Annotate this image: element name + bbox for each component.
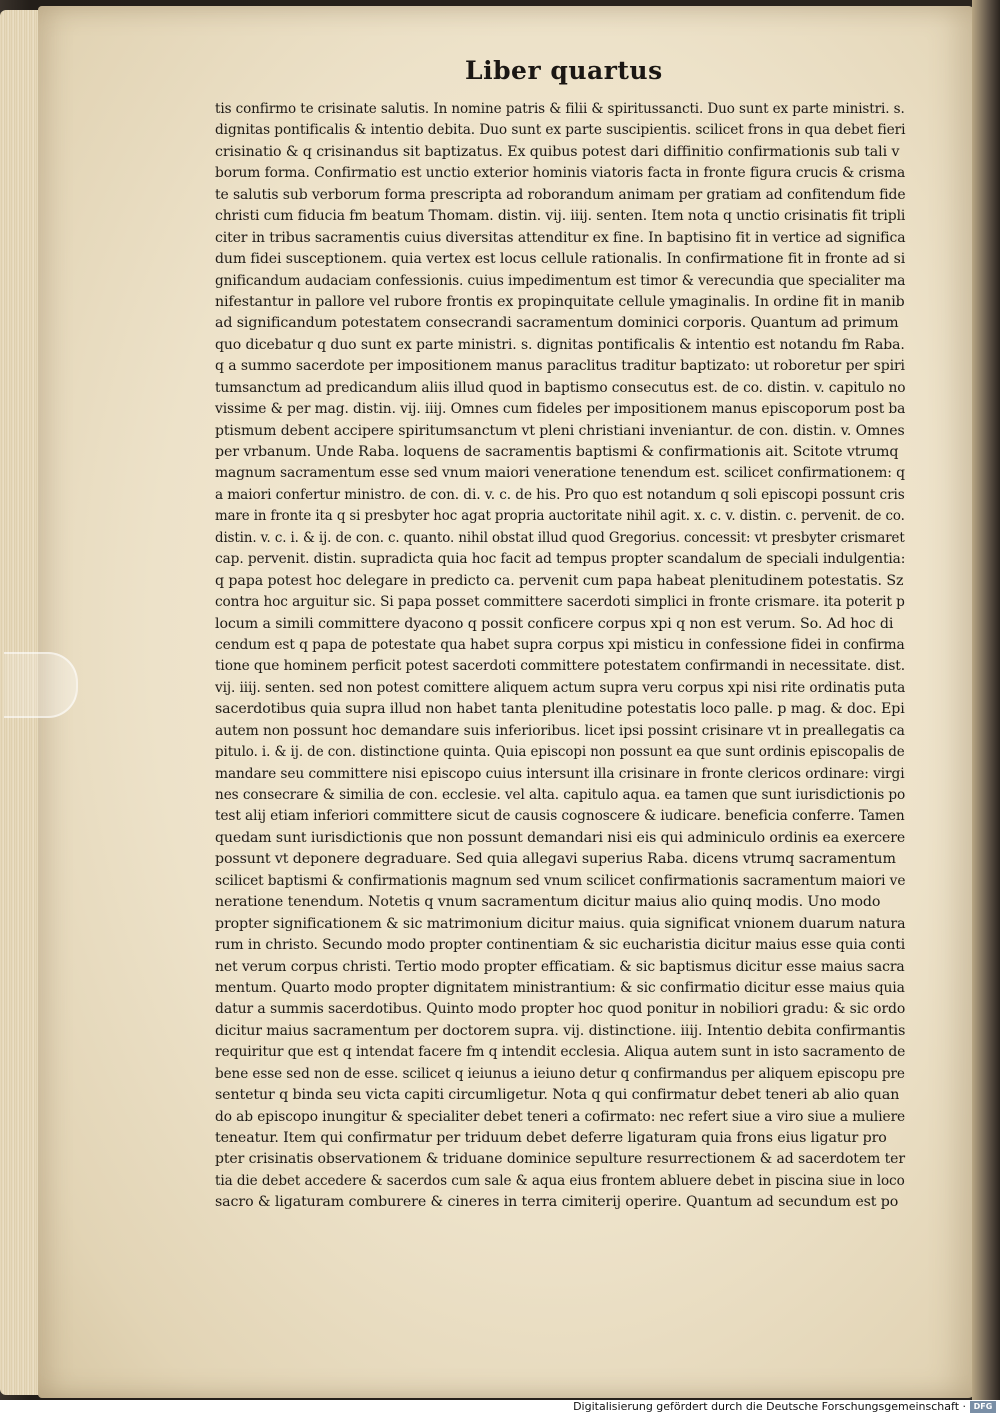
text-line: dignitas pontificalis & intentio debita. Duo sunt ex parte suscipientis. scilicet frons in qua debet fieri	[215, 122, 906, 139]
text-line: mandare seu committere nisi episcopo cuius intersunt illa crisinare in fronte clericos ordinare: virgi	[215, 765, 905, 782]
text-line: ad significandum potestatem consecrandi sacramentum dominici corporis. Quantum ad primum	[215, 315, 899, 332]
text-line: vij. iiij. senten. sed non potest comittere aliquem actum supra veru corpus xpi nisi rite ordinatis puta	[215, 679, 906, 696]
text-line: crisinatio & q crisinandus sit baptizatus. Ex quibus potest dari diffinitio confirmationis sub tali v	[215, 143, 900, 160]
text-line: tia die debet accedere & sacerdos cum sale & aqua eius frontem abluere debet in piscina siue in loco	[215, 1172, 905, 1189]
text-line: nes consecrare & similia de con. ecclesie. vel alta. capitulo aqua. ea tamen que sunt iurisdictionis po	[215, 787, 906, 803]
text-line: net verum corpus christi. Tertio modo propter efficatiam. & sic baptismus dicitur esse maius sacra	[215, 958, 905, 975]
text-line: requiritur que est q intendat facere fm q intendit ecclesia. Aliqua autem sunt in isto sacramento de	[215, 1044, 906, 1061]
footer-credit: Digitalisierung gefördert durch die Deutsche Forschungsgemeinschaft ·	[573, 1400, 966, 1413]
text-line: test alij etiam inferiori committere sicut de causis cognoscere & iudicare. beneficia conferre. Tamen	[215, 808, 905, 825]
running-head: Liber quartus	[465, 56, 663, 85]
text-line: cendum est q papa de potestate qua habet supra corpus xpi misticu in confessione fidei in confirma	[215, 636, 905, 653]
text-line: gnificandum audaciam confessionis. cuius impedimentum est timor & verecundia que specialiter ma	[215, 272, 906, 289]
text-line: rum in christo. Secundo modo propter continentiam & sic eucharistia dicitur maius esse quia conti	[215, 937, 906, 954]
text-line: nifestantur in pallore vel rubore frontis ex propinquitate cellule ymaginalis. In ordine fit in manib	[215, 293, 905, 310]
text-line: autem non possunt hoc demandare suis inferioribus. licet ipsi possint crisinare vt in preallegatis ca	[215, 722, 905, 739]
text-line: dum fidei susceptionem. quia vertex est locus cellule rationalis. In confirmatione fit in fronte ad si	[215, 251, 906, 268]
text-line: te salutis sub verborum forma prescripta ad roborandum animam per gratiam ad confitendum fide	[215, 186, 906, 203]
text-line: ptismum debent accipere spiritumsanctum vt pleni christiani inveniantur. de con. distin. v. Omnes	[215, 422, 905, 439]
text-line: quedam sunt iurisdictionis que non possunt demandari nisi eis qui adminiculo ordinis ea exercere	[215, 829, 906, 846]
text-line: mentum. Quarto modo propter dignitatem ministrantium: & sic confirmatio dicitur esse maius quia	[215, 979, 905, 996]
text-line: do ab episcopo inungitur & specialiter debet teneri a cofirmato: nec refert siue a viro siue a muliere	[215, 1108, 906, 1125]
text-line: contra hoc arguitur sic. Si papa posset committere sacerdoti simplici in fronte crismare. ita poterit p	[215, 594, 905, 611]
text-line: neratione tenendum. Notetis q vnum sacramentum dicitur maius alio quinq modis. Uno modo	[215, 894, 881, 911]
text-line: christi cum fiducia fm beatum Thomam. distin. vij. iiij. senten. Item nota q unctio crisinatis fit tripli	[215, 208, 906, 225]
text-line: q papa potest hoc delegare in predicto ca. pervenit cum papa habeat plenitudinem potestatis. Sz	[215, 572, 904, 589]
dfg-logo: DFG	[970, 1401, 996, 1413]
text-line: tis confirmo te crisinate salutis. In nomine patris & filii & spiritussancti. Duo sunt ex parte ministri. s.	[215, 101, 905, 117]
text-line: scilicet baptismi & confirmationis magnum sed vnum scilicet confirmationis sacramentum maiori ve	[215, 872, 906, 889]
text-line: datur a summis sacerdotibus. Quinto modo propter hoc quod ponitur in nobiliori gradu: & sic ordo	[215, 1001, 906, 1018]
text-line: a maiori confertur ministro. de con. di. v. c. de his. Pro quo est notandum q soli episcopi possunt cris	[215, 486, 905, 503]
text-line: cap. pervenit. distin. supradicta quia hoc facit ad tempus propter scandalum de speciali indulgentia:	[215, 551, 906, 568]
text-line: per vrbanum. Unde Raba. loquens de sacramentis baptismi & confirmationis ait. Scitote vtrumq	[215, 444, 899, 460]
text-line: tione que hominem perficit potest sacerdoti committere potestatem confirmandi in necessitate. dist.	[215, 658, 905, 675]
text-line: pter crisinatis observationem & triduane dominice sepulture resurrectionem & ad sacerdotem ter	[215, 1151, 905, 1168]
body-text	[215, 99, 905, 1214]
footer-bar	[0, 1400, 1000, 1414]
binding-gutter	[972, 0, 1000, 1400]
text-line: distin. v. c. i. & ij. de con. c. quanto. nihil obstat illud quod Gregorius. concessit: vt presbyter crismaret	[215, 529, 905, 546]
text-line: citer in tribus sacramentis cuius diversitas attenditur ex fine. In baptisino fit in vertice ad significa	[215, 229, 906, 246]
text-line: borum forma. Confirmatio est unctio exterior hominis viatoris facta in fronte figura crucis & crisma	[215, 165, 906, 182]
page-clip	[4, 652, 78, 718]
text-line: dicitur maius sacramentum per doctorem supra. vij. distinctione. iiij. Intentio debita confirmantis	[215, 1022, 906, 1039]
text-line: sentetur q binda seu victa capiti circumligetur. Nota q qui confirmatur debet teneri ab alio quan	[215, 1087, 900, 1104]
text-line: mare in fronte ita q si presbyter hoc agat propria auctoritate nihil agit. x. c. v. distin. c. pervenit. de co.	[215, 508, 905, 525]
text-line: q a summo sacerdote per impositionem manus paraclitus traditur baptizato: ut roboretur per spiri	[215, 358, 905, 375]
text-line: vissime & per mag. distin. vij. iiij. Omnes cum fideles per impositionem manus episcoporum post ba	[215, 401, 906, 418]
text-line: sacerdotibus quia supra illud non habet tanta plenitudine potestatis loco palle. p mag. & doc. Epi	[215, 701, 905, 718]
text-line: pitulo. i. & ij. de con. distinctione quinta. Quia episcopi non possunt ea que sunt ordinis episcopalis de	[215, 744, 905, 761]
text-line: magnum sacramentum esse sed vnum maiori veneratione tenendum est. scilicet confirmationem: q	[215, 465, 905, 482]
text-line: bene esse sed non de esse. scilicet q ieiunus a ieiuno detur q confirmandus per aliquem episcopu pre	[215, 1065, 905, 1082]
text-line: quo dicebatur q duo sunt ex parte ministri. s. dignitas pontificalis & intentio est notandu fm Raba.	[215, 336, 905, 353]
text-line: possunt vt deponere degraduare. Sed quia allegavi superius Raba. dicens vtrumq sacramentum	[215, 851, 896, 868]
text-line: sacro & ligaturam comburere & cineres in terra cimiterij operire. Quantum ad secundum est po	[215, 1194, 899, 1211]
text-line: locum a simili committere dyacono q possit conficere corpus xpi q non est verum. So. Ad hoc di	[215, 615, 894, 632]
text-line: propter significationem & sic matrimonium dicitur maius. quia significat vnionem duarum natura	[215, 915, 906, 932]
text-line: teneatur. Item qui confirmatur per triduum debet deferre ligaturam quia frons eius ligatur pro	[215, 1130, 887, 1146]
text-line: tumsanctum ad predicandum aliis illud quod in baptismo consecutus est. de co. distin. v. capitulo no	[215, 379, 906, 396]
